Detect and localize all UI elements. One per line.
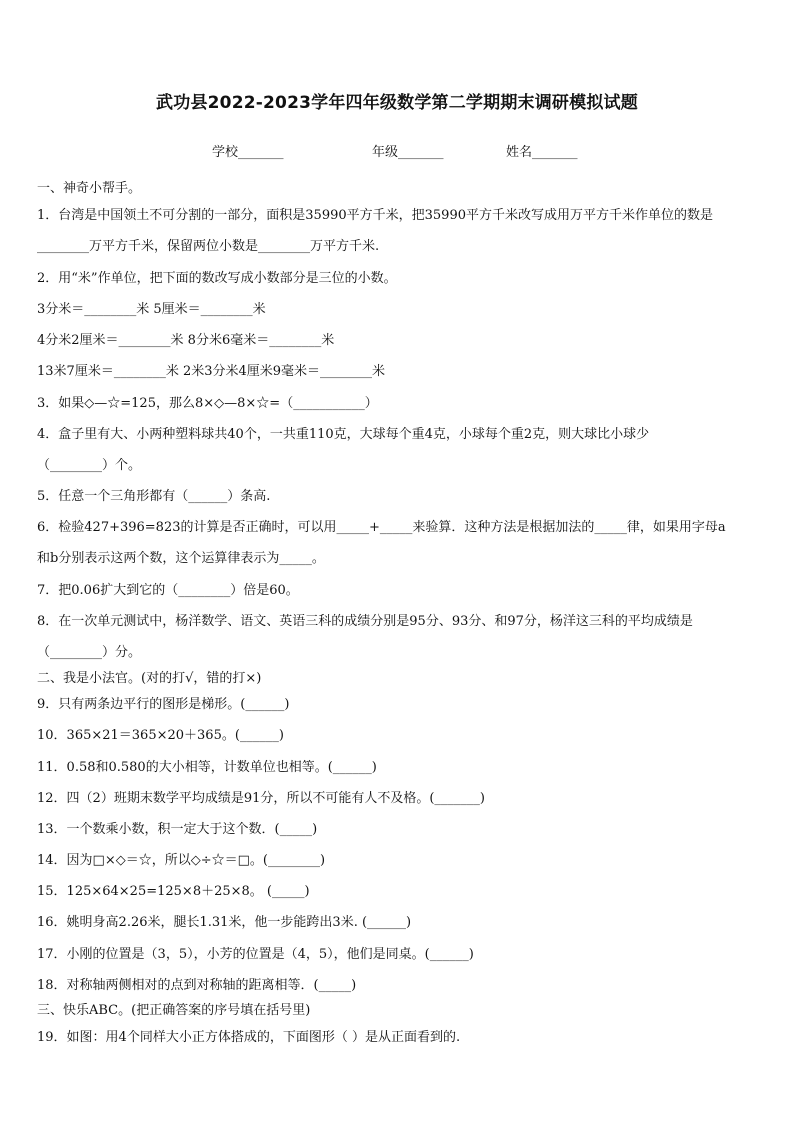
question-10: 10．365×21＝365×20＋365。(______) [37, 728, 284, 743]
question-8-line-2: （________）分。 [37, 645, 142, 660]
school-field[interactable]: 学校_______ [212, 145, 284, 160]
question-6-line-1: 6．检验427+396=823的计算是否正确时，可以用_____+_____来验算．这种方法是根据加法的_____律，如果用字母a [37, 520, 726, 535]
question-2-row-3: 13米7厘米＝________米 2米3分米4厘米9毫米＝________米 [37, 364, 386, 379]
question-8-line-1: 8．在一次单元测试中，杨洋数学、语文、英语三科的成绩分别是95分、93分、和97分，杨洋这三科的平均成绩是 [37, 614, 693, 629]
question-3: 3．如果◇—☆=125，那么8×◇—8×☆=（___________） [37, 396, 378, 411]
question-17: 17．小刚的位置是（3，5），小芳的位置是（4，5），他们是同桌。(______) [37, 947, 474, 962]
question-2: 2．用“米”作单位，把下面的数改写成小数部分是三位的小数。 [37, 271, 397, 286]
question-18: 18．对称轴两侧相对的点到对称轴的距离相等．(_____) [37, 978, 357, 993]
grade-field[interactable]: 年级_______ [372, 145, 444, 160]
question-7: 7．把0.06扩大到它的（________）倍是60。 [37, 583, 299, 598]
question-14: 14．因为□×◇＝☆，所以◇÷☆＝□。(________) [37, 853, 326, 868]
question-4-line-2: （________）个。 [37, 458, 142, 473]
question-15: 15．125×64×25=125×8＋25×8。 (_____) [37, 884, 310, 899]
page-title: 武功县2022-2023学年四年级数学第二学期期末调研模拟试题 [156, 93, 638, 113]
section-1-heading: 一、神奇小帮手。 [37, 181, 142, 196]
section-3-heading: 三、快乐ABC。(把正确答案的序号填在括号里) [37, 1003, 311, 1018]
question-19: 19．如图：用4个同样大小正方体搭成的，下面图形（ ）是从正面看到的. [37, 1030, 461, 1045]
name-field[interactable]: 姓名_______ [506, 145, 578, 160]
section-2-heading: 二、我是小法官。(对的打√，错的打×) [37, 671, 262, 686]
question-13: 13．一个数乘小数，积一定大于这个数．(_____) [37, 822, 318, 837]
question-1-line-2: ________万平方千米，保留两位小数是________万平方千米. [37, 239, 380, 254]
question-16: 16．姚明身高2.26米，腿长1.31米，他一步能跨出3米. (______) [37, 915, 412, 930]
student-info-row [0, 141, 794, 159]
question-2-row-2: 4分米2厘米＝________米 8分米6毫米＝________米 [37, 333, 335, 348]
question-9: 9．只有两条边平行的图形是梯形。(______) [37, 697, 290, 712]
question-11: 11．0.58和0.580的大小相等，计数单位也相等。(______) [37, 760, 377, 775]
question-4-line-1: 4．盒子里有大、小两种塑料球共40个，一共重110克，大球每个重4克，小球每个重2克，则大球比小球少 [37, 427, 650, 442]
question-2-row-1: 3分米＝________米 5厘米＝________米 [37, 302, 266, 317]
question-6-line-2: 和b分别表示这两个数，这个运算律表示为_____。 [37, 551, 325, 566]
question-1-line-1: 1．台湾是中国领土不可分割的一部分，面积是35990平方千米，把35990平方千米改写成用万平方千米作单位的数是 [37, 208, 713, 223]
question-5: 5．任意一个三角形都有（______）条高. [37, 489, 271, 504]
question-12: 12．四（2）班期末数学平均成绩是91分，所以不可能有人不及格。(_______) [37, 791, 485, 806]
